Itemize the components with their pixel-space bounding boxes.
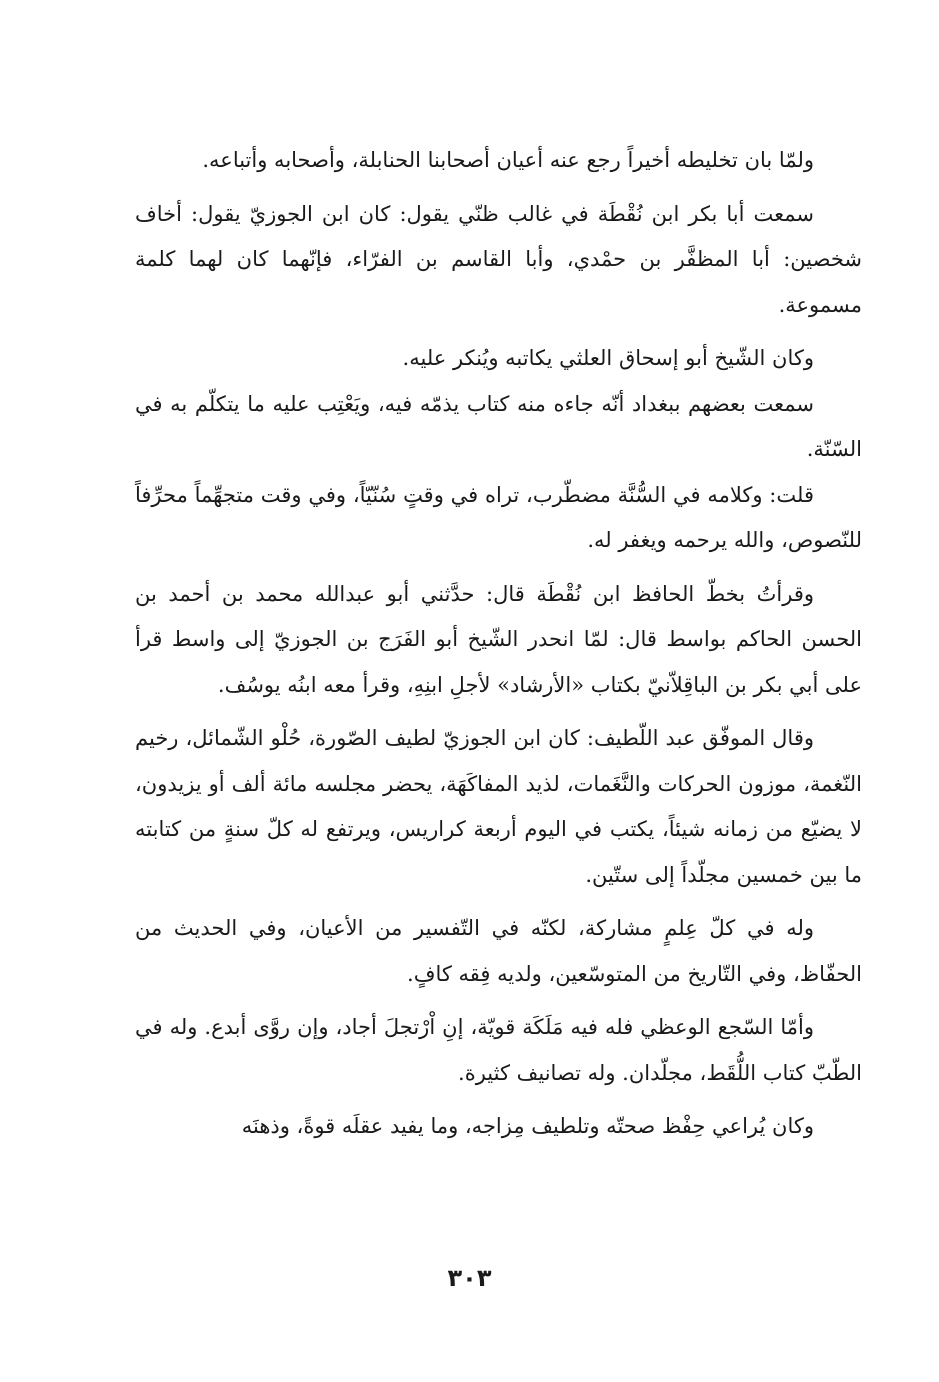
- paragraph: وقال الموفّق عبد اللّطيف: كان ابن الجوزيّ لطيف الصّورة، حُلْو الشّمائل، رخيم النّغمة، موزون الحركات والنَّغَمات، لذيد المفاكَهَة، يحضر مجلسه مائة ألف أو يزيدون، لا يضيّع من زمانه شيئاً، يكتب في اليوم أربعة كراريس، ويرتفع له كلّ سنةٍ من كتابته ما بين خمسين مجلّداً إلى ستّين.: [135, 726, 862, 887]
- paragraph: قلت: وكلامه في السُّنَّة مضطّرب، تراه في وقتٍ سُنّيّاً، وفي وقت متجهِّماً محرِّفاً للنّصوص، والله يرحمه ويغفر له.: [135, 482, 862, 552]
- page-number: ٣٠٣: [447, 1264, 492, 1292]
- paragraph: وكان يُراعي حِفْظ صحتّه وتلطيف مِزاجه، وما يفيد عقلَه قوةً، وذهنَه: [241, 1114, 814, 1138]
- paragraph: وقرأتُ بخطّ الحافظ ابن نُقْطَة قال: حدَّثني أبو عبدالله محمد بن أحمد بن الحسن الحاكم بواسط قال: لمّا انحدر الشّيخ أبو الفَرَج بن الجوزيّ إلى واسط قرأ على أبي بكر بن الباقِلاّنيّ بكتاب «الأرشاد» لأجلِ ابنِهِ، وقرأ معه ابنُه يوسُف.: [135, 581, 862, 697]
- paragraph: وأمّا السّجع الوعظي فله فيه مَلَكَة قويّة، إنِ اْرْتجلَ أجاد، وإن روَّى أبدع. وله في الطّبّ كتاب اللُّقَط، مجلّدان. وله تصانيف كثيرة.: [135, 1015, 862, 1085]
- paragraph: سمعت أبا بكر ابن نُقْطَة في غالب ظنّي يقول: كان ابن الجوزيّ يقول: أخاف شخصين: أبا المظفَّر بن حمْدي، وأبا القاسم بن الفرّاء، فإنّهما كان لهما كلمة مسموعة.: [135, 201, 862, 317]
- paragraph: وله في كلّ عِلمٍ مشاركة، لكنّه في التّفسير من الأعيان، وفي الحديث من الحفّاظ، وفي التّاريخ من المتوسّعين، ولديه فِقه كافٍ.: [135, 916, 862, 986]
- page-body: [135, 138, 862, 1158]
- paragraph: ولمّا بان تخليطه أخيراً رجع عنه أعيان أصحابنا الحنابلة، وأصحابه وأتباعه.: [202, 148, 814, 172]
- paragraph: وكان الشّيخ أبو إسحاق العلثي يكاتبه ويُنكر عليه.: [402, 346, 814, 370]
- paragraph: سمعت بعضهم ببغداد أنّه جاءه منه كتاب يذمّه فيه، ويَعْتِب عليه ما يتكلّم به في السّنّة.: [135, 391, 862, 461]
